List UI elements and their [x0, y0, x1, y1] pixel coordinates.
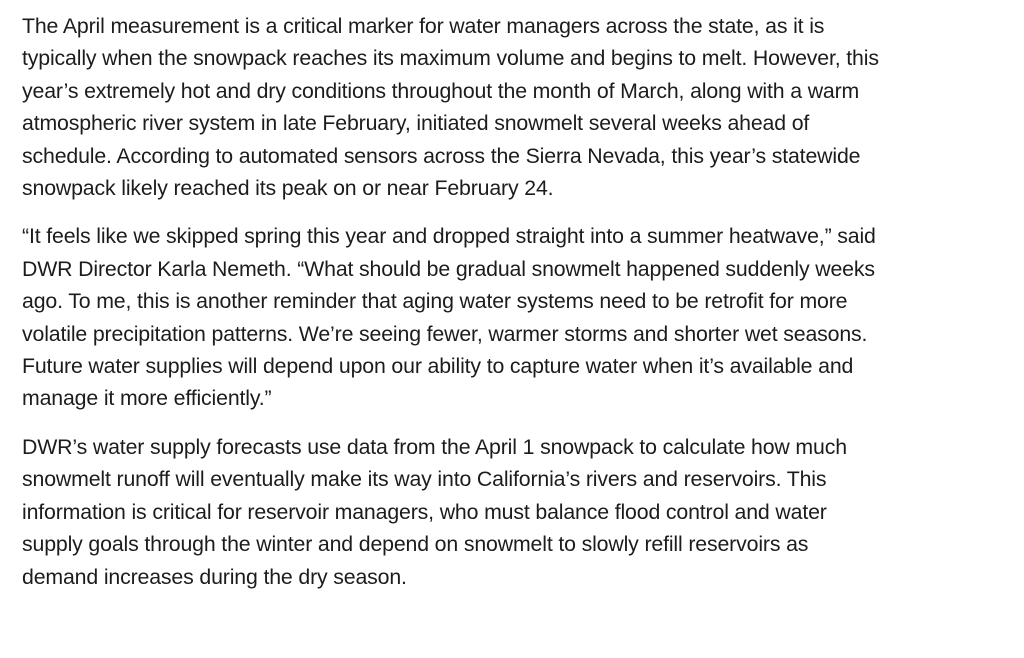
text-line: demand increases during the dry season. [22, 564, 407, 589]
text-line: ago. To me, this is another reminder that aging water systems need to be retrofit for more [22, 289, 848, 314]
article-body [22, 10, 1012, 609]
text-line: The April measurement is a critical marker for water managers across the state, as it is [22, 14, 825, 38]
text-line: Future water supplies will depend upon our ability to capture water when it’s available and [22, 354, 854, 379]
text-line: schedule. According to automated sensors across the Sierra Nevada, this year’s statewide [22, 143, 861, 168]
text-line: typically when the snowpack reaches its maximum volume and begins to melt. However, this [22, 46, 879, 71]
text-line: year’s extremely hot and dry conditions throughout the month of March, along with a warm [22, 78, 860, 103]
text-line: snowpack likely reached its peak on or near February 24. [22, 176, 554, 201]
text-line: DWR Director Karla Nemeth. “What should be gradual snowmelt happened suddenly weeks [22, 256, 875, 281]
text-line: information is critical for reservoir managers, who must balance flood control and water [22, 499, 827, 524]
paragraph-water-supply-forecasts [22, 431, 1012, 593]
text-line: supply goals through the winter and depend on snowmelt to slowly refill reservoirs as [22, 532, 809, 557]
text-line: volatile precipitation patterns. We’re seeing fewer, warmer storms and shorter wet seasons. [22, 321, 868, 346]
paragraph-april-measurement [22, 10, 1012, 204]
text-line: snowmelt runoff will eventually make its way into California’s rivers and reservoirs. This [22, 467, 827, 492]
text-line: atmospheric river system in late February, initiated snowmelt several weeks ahead of [22, 111, 810, 136]
text-line: manage it more efficiently.” [22, 386, 272, 411]
text-line: DWR’s water supply forecasts use data from the April 1 snowpack to calculate how much [22, 434, 847, 459]
paragraph-director-quote [22, 220, 1012, 414]
text-line: “It feels like we skipped spring this year and dropped straight into a summer heatwave,” said [22, 224, 876, 249]
